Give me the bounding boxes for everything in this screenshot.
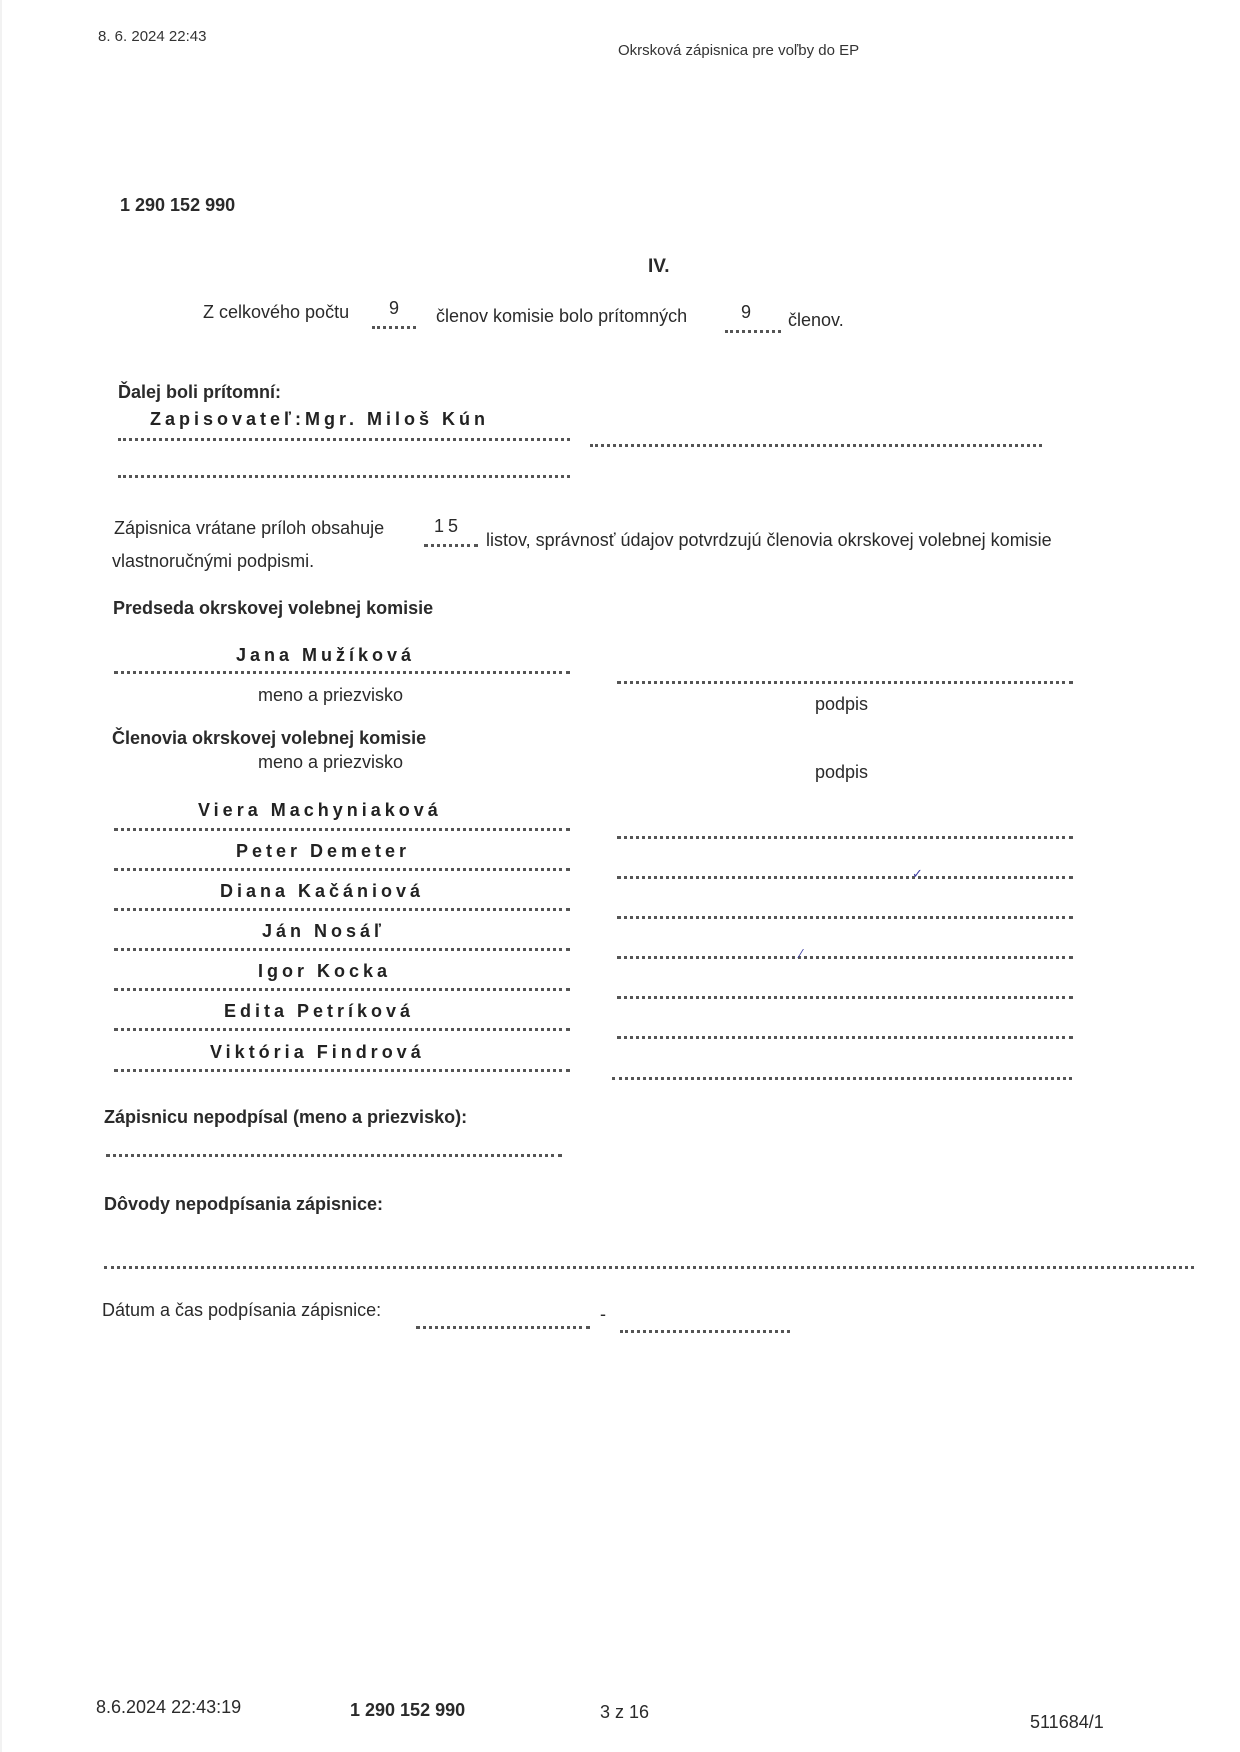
attendance-prefix: Z celkového počtu (203, 302, 350, 322)
members-heading: Členovia okrskovej volebnej komisie (112, 728, 427, 748)
pages-line2: vlastnoručnými podpismi. (112, 551, 315, 571)
signing-date-dots (416, 1326, 590, 1329)
member-signature-dots (617, 996, 1073, 999)
others-line-2 (118, 475, 570, 478)
member-signature-dots (617, 876, 1073, 879)
pages-count-value: 15 (434, 516, 463, 536)
members-name-caption: meno a priezvisko (258, 752, 404, 772)
member-signature-dots (617, 1036, 1073, 1039)
signing-date-separator: - (600, 1304, 606, 1324)
document-id: 1 290 152 990 (120, 195, 236, 215)
present-members-value: 9 (741, 302, 752, 322)
member-signature-dots (612, 1077, 1072, 1080)
member-name-dots (114, 948, 570, 951)
footer-document-id: 1 290 152 990 (350, 1700, 466, 1720)
member-name: Viera Machyniaková (198, 800, 442, 820)
footer-page-number: 3 z 16 (600, 1702, 650, 1722)
footer-timestamp: 8.6.2024 22:43:19 (96, 1697, 242, 1717)
others-heading: Ďalej boli prítomní: (118, 382, 282, 402)
unsigned-dots (106, 1154, 562, 1157)
total-members-dots (372, 326, 416, 329)
others-entry: Zapisovateľ:Mgr. Miloš Kún (150, 409, 489, 429)
member-signature-dots (617, 916, 1073, 919)
present-members-dots (725, 330, 781, 333)
attendance-suffix: členov. (788, 310, 844, 330)
member-name: Viktória Findrová (210, 1042, 425, 1062)
member-name: Peter Demeter (236, 841, 411, 861)
others-line-1a (118, 438, 570, 441)
pages-prefix: Zápisnica vrátane príloh obsahuje (114, 518, 385, 538)
member-name: Diana Kačániová (220, 881, 425, 901)
member-signature-dots (617, 956, 1073, 959)
total-members-value: 9 (389, 298, 400, 318)
chair-name: Jana Mužíková (236, 645, 416, 665)
section-number: IV. (648, 256, 670, 277)
signature-mark: ✓ (912, 866, 923, 881)
chair-heading: Predseda okrskovej volebnej komisie (113, 598, 434, 618)
chair-name-dots (114, 671, 570, 674)
member-name: Igor Kocka (258, 961, 392, 981)
member-name-dots (114, 988, 570, 991)
reasons-dots (104, 1266, 1194, 1269)
header-timestamp: 8. 6. 2024 22:43 (98, 28, 207, 45)
attendance-middle: členov komisie bolo prítomných (436, 306, 688, 326)
unsigned-heading: Zápisnicu nepodpísal (meno a priezvisko): (104, 1107, 468, 1127)
signing-time-dots (620, 1330, 790, 1333)
signing-date-label: Dátum a čas podpísania zápisnice: (102, 1300, 382, 1320)
signature-mark: ⁄ (800, 946, 803, 961)
chair-name-caption: meno a priezvisko (258, 685, 404, 705)
member-name-dots (114, 828, 570, 831)
member-name: Ján Nosáľ (262, 921, 385, 941)
member-name-dots (114, 868, 570, 871)
member-name-dots (114, 908, 570, 911)
header-title: Okrsková zápisnica pre voľby do EP (618, 42, 860, 59)
scan-edge (0, 0, 2, 1752)
chair-signature-caption: podpis (815, 694, 869, 714)
member-name: Edita Petríková (224, 1001, 415, 1021)
reasons-heading: Dôvody nepodpísania zápisnice: (104, 1194, 384, 1214)
pages-suffix: listov, správnosť údajov potvrdzujú členovia okrskovej volebnej komisie (486, 530, 1052, 550)
member-name-dots (114, 1028, 570, 1031)
member-signature-dots (617, 836, 1073, 839)
members-signature-caption: podpis (815, 762, 869, 782)
pages-count-dots (424, 544, 478, 547)
footer-code: 511684/1 (1030, 1712, 1104, 1732)
chair-signature-dots (617, 681, 1073, 684)
member-name-dots (114, 1069, 570, 1072)
others-line-1b (590, 444, 1042, 447)
